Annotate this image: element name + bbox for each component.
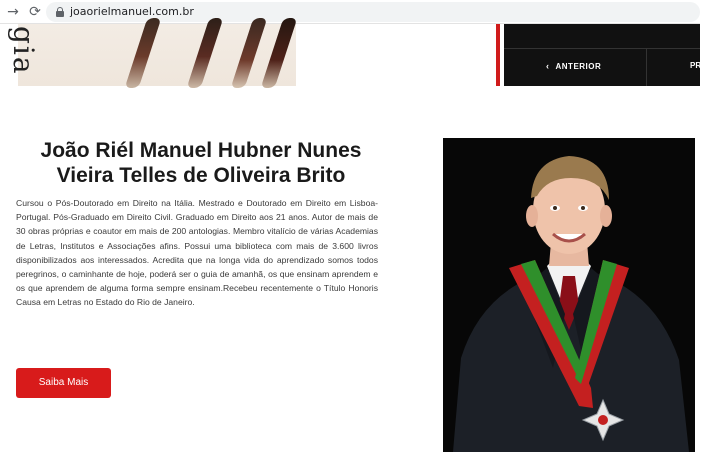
page-title: João Riél Manuel Hubner Nunes Vieira Telles de Oliveira Brito <box>40 139 362 187</box>
chevron-left-icon: ‹ <box>546 61 550 71</box>
next-label: PR <box>690 61 701 70</box>
post-navigation <box>504 24 700 86</box>
nav-divider <box>504 48 700 49</box>
previous-button[interactable] <box>546 61 601 71</box>
arrow-left-icon[interactable]: → <box>7 4 19 20</box>
figure-shape <box>231 18 268 88</box>
portrait-illustration <box>443 138 695 452</box>
lock-icon <box>56 7 64 17</box>
next-button[interactable] <box>690 61 701 70</box>
previous-label: ANTERIOR <box>555 62 602 71</box>
reload-icon[interactable]: ⟳ <box>29 4 41 20</box>
portrait-photo <box>443 138 695 452</box>
banner-image-text: gia <box>7 26 40 76</box>
figure-shape <box>261 18 298 88</box>
top-banner <box>0 24 700 86</box>
url-text[interactable]: joaorielmanuel.com.br <box>70 5 194 18</box>
bio-text: Cursou o Pós-Doutorado em Direito na Itália. Mestrado e Doutorado em Direito em Lisboa-Portugal. Pós-Graduado em Direito Civil. Graduado em Direito aos 21 anos. Autor de mais de 30 obras próprias e coautor em mais de 200 antologias. Membro vitalício de várias Academias de Letras, Institutos e Associações afins. Possui uma biblioteca com mais de 3.600 livros disponibilizados aos interessados. Acredita que na longa vida do aprendizado somos todos peregrinos, o caminhante de hoje, poderá ser o guia de amanhã, os que ensinam aprendem e os que aprendem de alguma forma sempre ensinam.Recebeu recentemente o Título Honoris Causa em Letras no Estado do Rio de Janeiro. <box>16 198 378 308</box>
accent-divider <box>496 24 500 86</box>
browser-toolbar <box>0 0 700 24</box>
banner-image <box>7 24 296 86</box>
figure-shape <box>125 18 162 88</box>
address-bar[interactable] <box>46 2 700 22</box>
nav-divider <box>646 48 647 86</box>
saiba-mais-button[interactable]: Saiba Mais <box>16 368 111 398</box>
figure-shape <box>187 18 224 88</box>
